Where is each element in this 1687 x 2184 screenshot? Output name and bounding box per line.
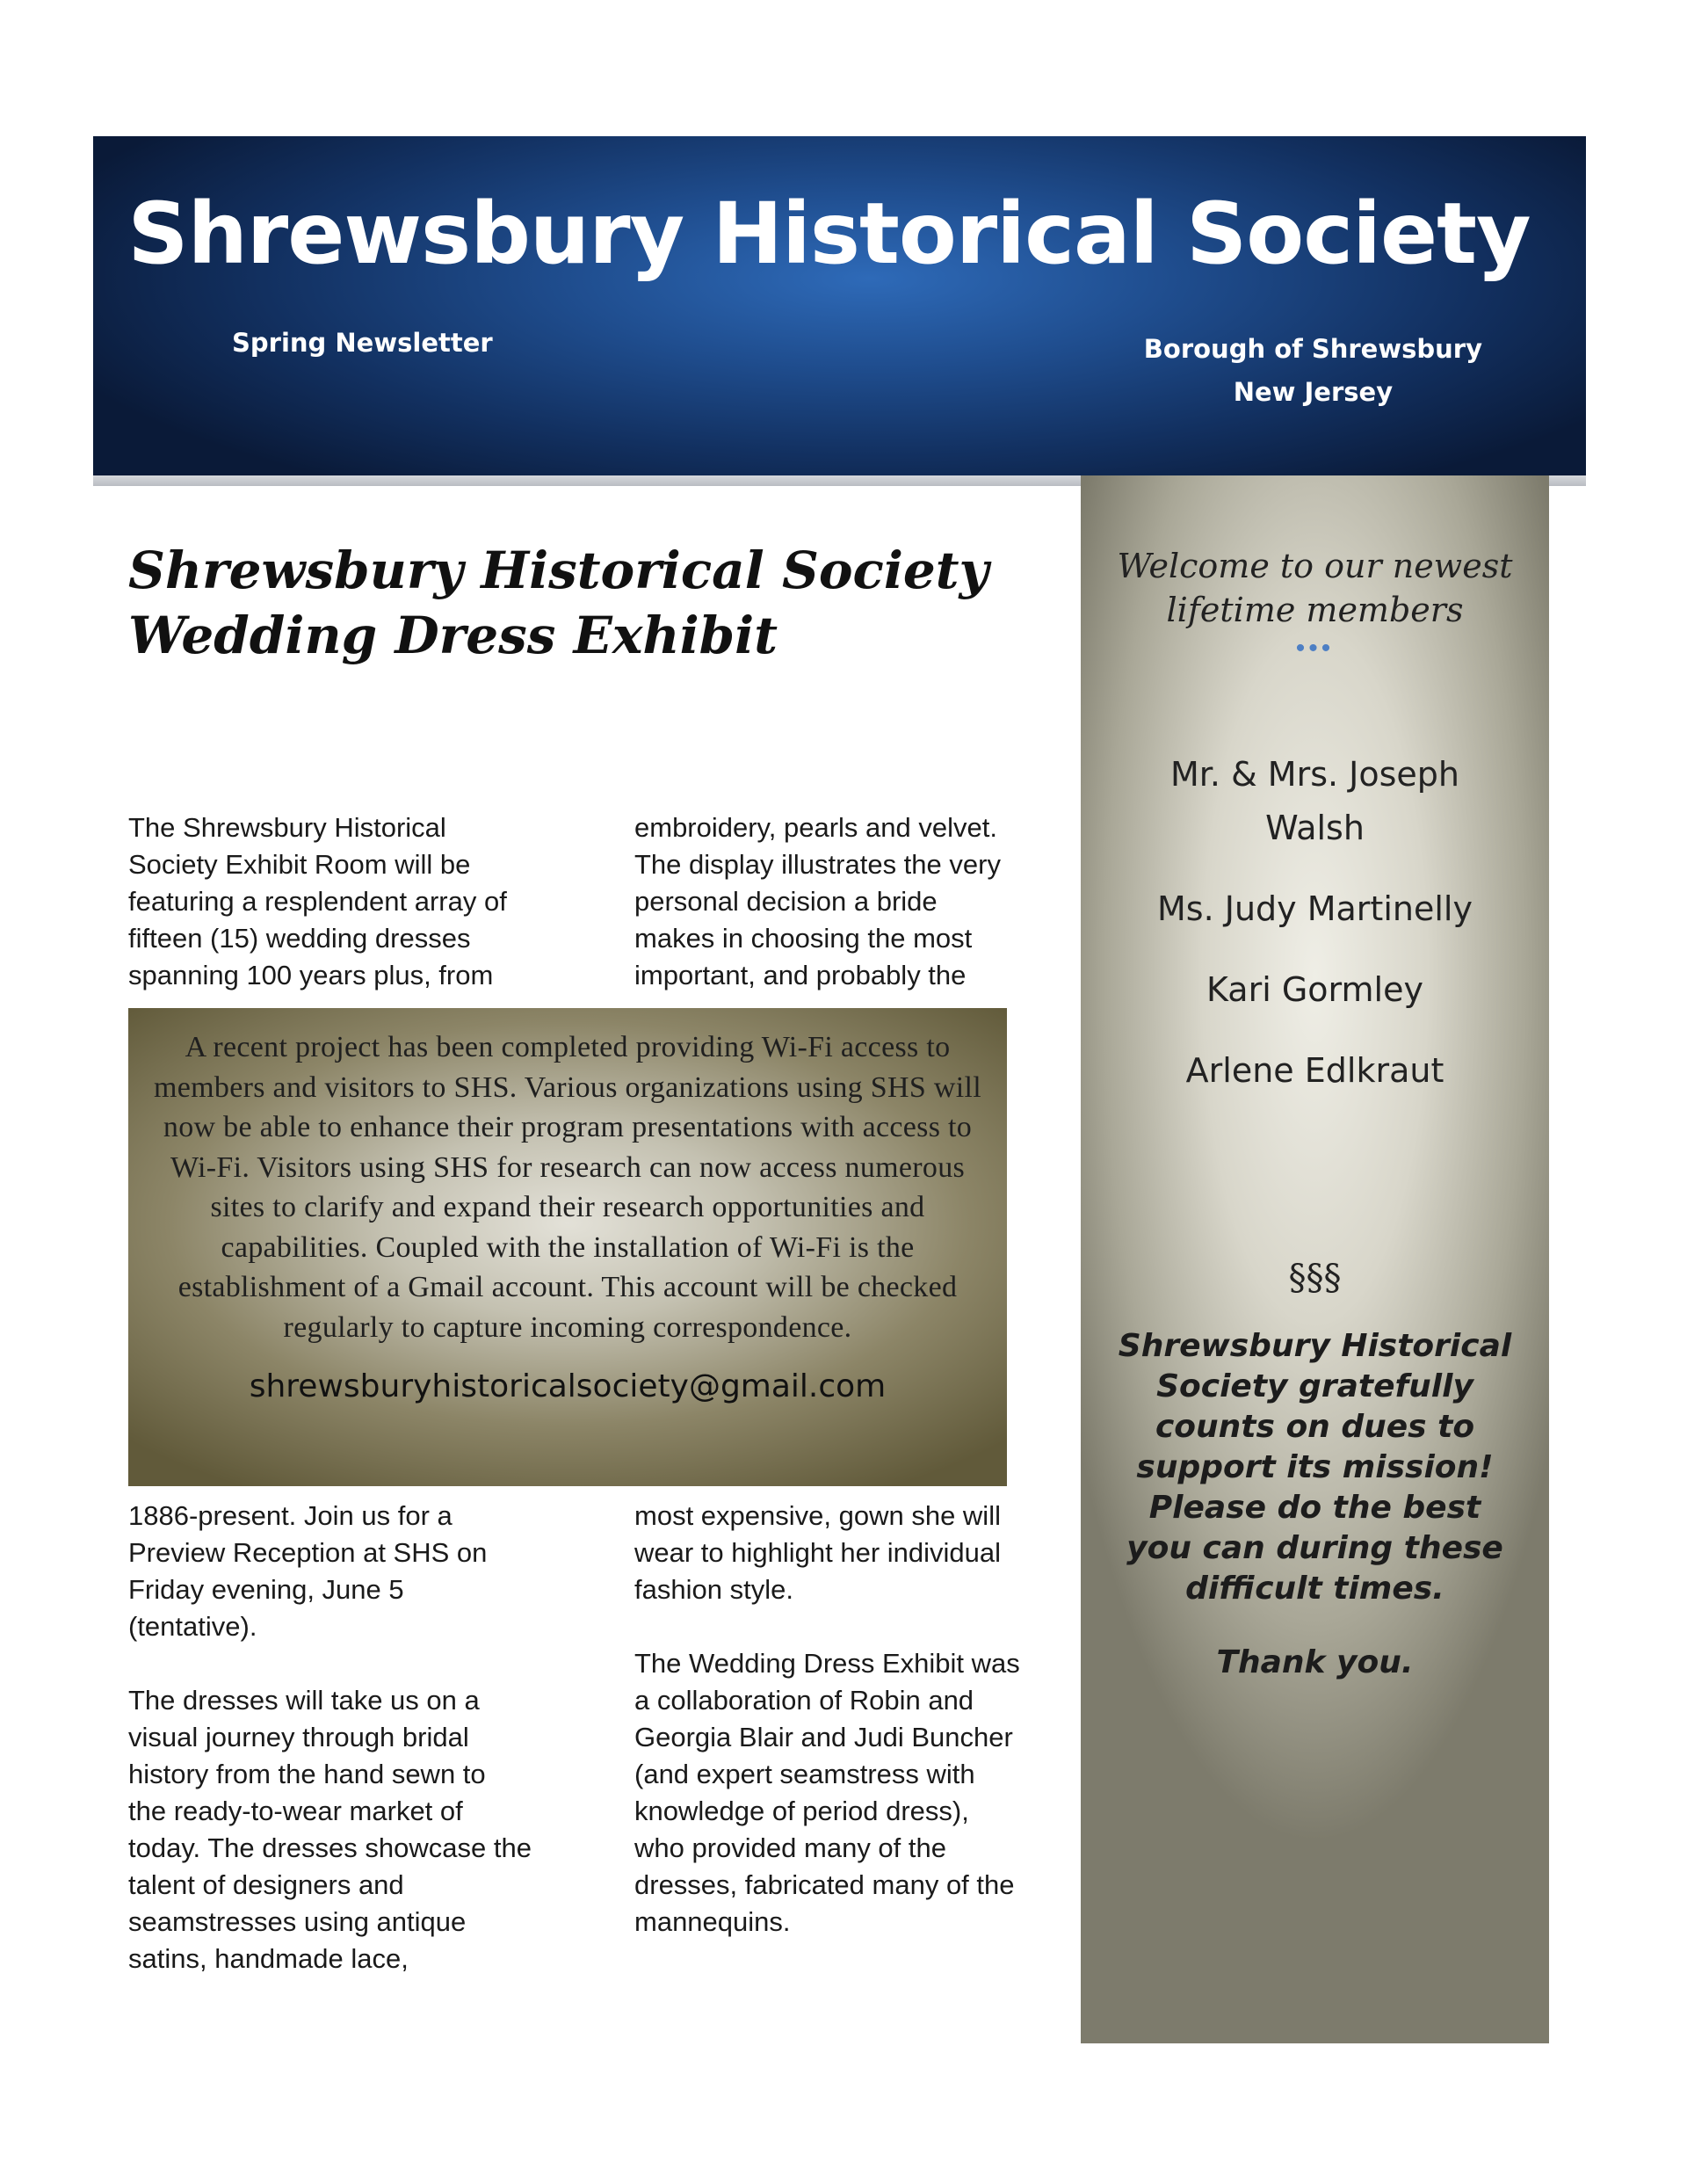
welcome-line-2: lifetime members <box>1166 591 1464 629</box>
location-state: New Jersey <box>1233 377 1394 407</box>
masthead <box>93 136 1586 475</box>
member-list <box>1081 748 1549 1125</box>
member-name: Kari Gormley <box>1206 970 1423 1009</box>
newsletter-title: Shrewsbury Historical Society <box>127 185 1531 283</box>
article-headline <box>128 538 1060 668</box>
contact-email[interactable]: shrewsburyhistoricalsociety@gmail.com <box>249 1368 887 1404</box>
article-column-2-top: embroidery, pearls and velvet. The display illustrates the very personal decision a bride makes in choosing the most important, and probably the <box>634 812 1001 990</box>
dues-appeal: Shrewsbury Historical Society gratefully counts on dues to support its mission! Please do the best you can during these difficult times. <box>1118 1328 1512 1607</box>
article-column-1-top: The Shrewsbury Historical Society Exhibit Room will be featuring a resplendent array of fifteen (15) wedding dresses spanning 100 years plus, from <box>128 812 507 990</box>
member-name: Arlene Edlkraut <box>1185 1051 1444 1090</box>
welcome-line-1: Welcome to our newest <box>1117 547 1513 585</box>
wifi-announcement: A recent project has been completed providing Wi-Fi access to members and visitors to SHS. Various organizations using SHS will now be able to enhance their program presentations with access to Wi-Fi. Visitors using SHS for research can now access numerous sites to clarify and expand their research opportunities and capabilities. Coupled with the installation of Wi-Fi is the establishment of a Gmail account. This account will be checked regularly to capture incoming correspondence. <box>154 1031 981 1344</box>
edition-label: Spring Newsletter <box>232 328 493 358</box>
headline-line-1: Shrewsbury Historical Society <box>128 541 989 600</box>
location-block <box>1144 328 1482 414</box>
wifi-callout-box <box>128 1008 1007 1486</box>
welcome-heading <box>1081 544 1549 632</box>
member-name: Mr. & Mrs. Joseph Walsh <box>1170 755 1459 847</box>
sidebar-panel <box>1081 475 1549 2043</box>
ornament-dots: ••• <box>1295 634 1335 663</box>
headline-line-2: Wedding Dress Exhibit <box>128 606 778 665</box>
section-mark: §§§ <box>1288 1258 1342 1298</box>
member-name: Ms. Judy Martinelly <box>1157 889 1473 928</box>
article-column-2-bottom: most expensive, gown she will wear to highlight her individual fashion style. The Wedding Dress Exhibit was a collaboration of Robin and Georgia Blair and Judi Buncher (and expert seamstress with knowledge of period dress), who provided many of the dresses, fabricated many of the mannequins. <box>634 1500 1020 1937</box>
thank-you-note: Thank you. <box>1216 1644 1414 1680</box>
location-borough: Borough of Shrewsbury <box>1143 334 1482 364</box>
article-column-1-bottom: 1886-present. Join us for a Preview Reception at SHS on Friday evening, June 5 (tentative). The dresses will take us on a visual journey through bridal history from the hand sewn to the ready-to-wear market of today. The dresses showcase the talent of designers and seamstresses using antique satins, handmade lace, <box>128 1500 532 1974</box>
